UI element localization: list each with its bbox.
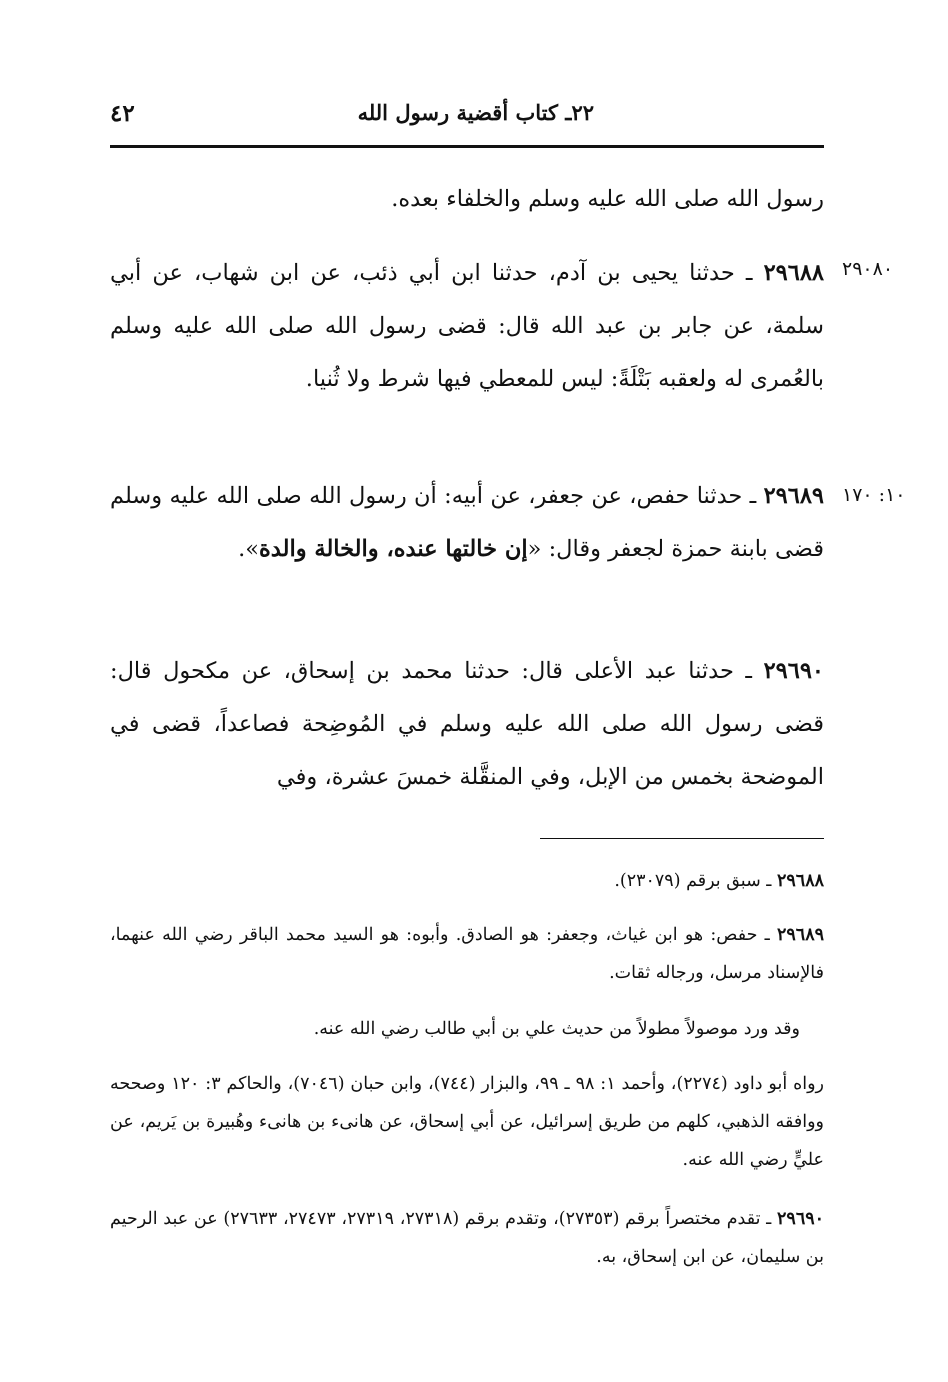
hadith-text: ـ حدثنا حفص، عن جعفر، عن أبيه: أن رسول الله صلى الله عليه وسلم قضى بابنة حمزة لجعفر وقال: « (110, 483, 824, 562)
footnote-number: ٢٩٦٨٩ (777, 925, 824, 945)
footnote-text: ـ سبق برقم (٢٣٠٧٩). (614, 871, 777, 891)
hadith-quote: إن خالتها عنده، والخالة والدة (258, 536, 528, 562)
header-rule (110, 145, 824, 148)
hadith-29689 (110, 470, 824, 576)
footnote-29689 (110, 916, 824, 992)
page-header (110, 96, 824, 136)
hadith-29688 (110, 247, 824, 406)
footnote-29688 (110, 862, 824, 900)
footnote-29689-continued: وقد ورد موصولاً مطولاً من حديث علي بن أبي طالب رضي الله عنه. (313, 1019, 800, 1039)
hadith-29690 (110, 645, 824, 804)
footnote-number: ٢٩٦٩٠ (777, 1209, 825, 1229)
hadith-number: ٢٩٦٨٩ (763, 483, 824, 509)
footnote-number: ٢٩٦٨٨ (777, 871, 824, 891)
margin-ref-1: ٢٩٠٨٠ (842, 258, 894, 280)
running-title: ٢٢ـ كتاب أقضية رسول الله (357, 100, 594, 125)
footnote-text: ـ تقدم مختصراً برقم (٢٧٣٥٣)، وتقدم برقم (٢٧٣١٨، ٢٧٣١٩، ٢٧٤٧٣، ٢٧٦٣٣) عن عبد الرحيم بن سليمان، عن ابن إسحاق، به. (110, 1209, 824, 1267)
footnote-rule (540, 838, 824, 839)
hadith-text: ـ حدثنا عبد الأعلى قال: حدثنا محمد بن إسحاق، عن مكحول قال: قضى رسول الله صلى الله عليه وسلم في المُوضِحة فصاعداً، قضى في الموضحة بخمس من الإبل، وفي المنقَّلة خمسَ عشرة، وفي (110, 658, 824, 790)
hadith-text: ـ حدثنا يحيى بن آدم، حدثنا ابن أبي ذئب، عن ابن شهاب، عن أبي سلمة، عن جابر بن عبد الله قال: قضى رسول الله صلى الله عليه وسلم بالعُمرى له ولعقبه بَتْلَةً: ليس للمعطي فيها شرط ولا ثُنيا. (110, 260, 824, 392)
page-number: ٤٢ (110, 100, 135, 127)
intro-line: رسول الله صلى الله عليه وسلم والخلفاء بعده. (391, 186, 824, 212)
footnote-text: ـ حفص: هو ابن غياث، وجعفر: هو الصادق. وأبوه: هو السيد محمد الباقر رضي الله عنهما، فالإسناد مرسل، ورجاله ثقات. (110, 925, 824, 983)
hadith-text-end: ». (238, 536, 259, 562)
footnote-29690 (110, 1200, 824, 1276)
margin-ref-2: ١٠: ١٧٠ (842, 484, 906, 506)
footnote-29689-sources: رواه أبو داود (٢٢٧٤)، وأحمد ١: ٩٨ ـ ٩٩، والبزار (٧٤٤)، وابن حبان (٧٠٤٦)، والحاكم ٣: ١٢٠ وصححه ووافقه الذهبي، كلهم من طريق إسرائيل، عن أبي إسحاق، عن هانىء بن هانىء وهُبيرة بن يَريم، عن عليٍّ رضي الله عنه. (110, 1074, 825, 1170)
hadith-number: ٢٩٦٨٨ (763, 260, 824, 286)
hadith-number: ٢٩٦٩٠ (763, 658, 824, 684)
